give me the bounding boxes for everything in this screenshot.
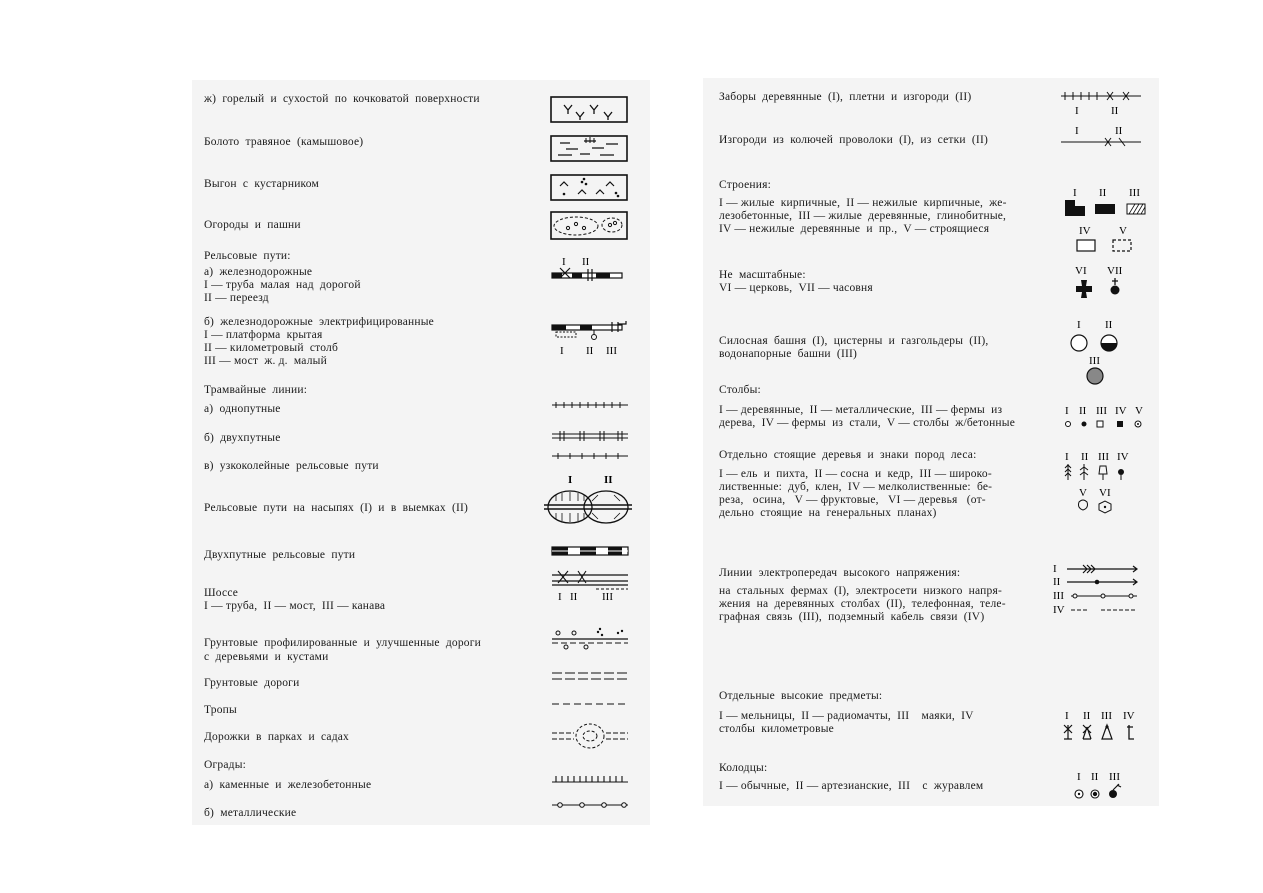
roman-ii: II [570,591,578,603]
silo-label-2: водонапорные башни (III) [719,348,858,360]
double-track-symbol [552,546,632,556]
roman-i: I [568,474,573,486]
trees-line-3: реза, осина, V — фруктовые, VI — деревья (от- [719,494,986,506]
roman-iii: III [1098,451,1109,463]
power-line-3: графная связь (III), подземный кабель связи (IV) [719,611,985,623]
roman-i: I [1075,105,1079,117]
embankment-label: Рельсовые пути на насыпях (I) и в выемках (II) [204,502,469,514]
rail-b-item-3: III — мост ж. д. малый [204,355,327,367]
wooden-fence-label: Заборы деревянные (I), плетни и изгороди (II) [719,91,972,103]
swamp-label: Болото травяное (камышовое) [204,136,364,148]
power-line-2: жения на деревянных столбах (II), телефонная, теле- [719,598,1006,610]
improved-road-symbol [552,628,632,650]
church-chapel-symbol [1069,264,1149,304]
buildings-line-2: лезобетонные, III — жилые деревянные, глинобитные, [719,210,1007,222]
stone-fence-symbol [552,774,632,784]
poles-title: Столбы: [719,384,761,396]
roman-ii: II [604,474,613,486]
roman-iii: III [606,345,617,357]
rail-b-label: б) железнодорожные электрифицированные [204,316,434,328]
roman-v: V [1135,405,1143,417]
pasture-symbol [550,174,630,202]
highway-items: I — труба, II — мост, III — канава [204,600,386,612]
wells-symbol [1075,770,1135,802]
improved-road-label-1: Грунтовые профилированные и улучшенные дороги [204,637,482,649]
improved-road-label-2: с деревьями и кустами [204,651,329,663]
nonscale-title: Не масштабные: [719,269,806,281]
roman-ii: II [1105,319,1113,331]
rail-b-item-2: II — километровый столб [204,342,338,354]
silo-symbol [1069,318,1149,390]
electric-railway-symbol [552,318,632,360]
rail-title: Рельсовые пути: [204,250,291,262]
tram-single-symbol [552,400,632,410]
metal-fence-symbol [552,799,632,811]
tram-title: Трамвайные линии: [204,384,308,396]
roman-i: I [560,345,564,357]
roman-iii: III [1109,771,1120,783]
roman-ii: II [1115,125,1123,137]
park-paths-label: Дорожки в парках и садах [204,731,350,743]
roman-ii: II [1053,576,1061,588]
buildings-title: Строения: [719,179,772,191]
roman-ii: II [1091,771,1099,783]
tram-double-symbol [552,430,632,442]
roman-i: I [1077,319,1081,331]
dirt-road-symbol [552,670,632,682]
roman-iii: III [602,591,613,603]
roman-ii: II [586,345,594,357]
trees-symbol [1065,450,1145,522]
trees-title: Отдельно стоящие деревья и знаки пород леса: [719,449,977,461]
power-line-1: на стальных фермах (I), электросети низкого напря- [719,585,1002,597]
roman-i: I [1065,451,1069,463]
narrow-gauge-symbol [552,451,632,461]
roman-iii: III [1096,405,1107,417]
buildings-line-3: IV — нежилые деревянные и пр., V — строящиеся [719,223,990,235]
roman-vi: VI [1099,487,1111,499]
burnt-forest-symbol [550,96,630,124]
buildings-line-1: I — жилые кирпичные, II — нежилые кирпичные, же- [719,197,1007,209]
tram-b-label: б) двухпутные [204,432,281,444]
barbed-wire-symbol [1061,124,1145,150]
left-page [192,80,650,825]
roman-i: I [1075,125,1079,137]
roman-iii: III [1089,355,1100,367]
paths-symbol [552,700,632,708]
burnt-forest-label: ж) горелый и сухостой по кочковатой поверхности [204,93,480,105]
railway-symbol [552,255,632,289]
roman-vii: VII [1107,265,1123,277]
barbed-wire-label: Изгороди из колючей проволоки (I), из сетки (II) [719,134,989,146]
roman-ii: II [1111,105,1119,117]
roman-i: I [1073,187,1077,199]
roman-iii: III [1129,187,1140,199]
roman-iv: IV [1123,710,1135,722]
roman-ii: II [1081,451,1089,463]
trees-line-4: дельно стоящие на генеральных планах) [719,507,937,519]
pasture-label: Выгон с кустарником [204,178,319,190]
right-page [703,78,1159,806]
wooden-fence-symbol [1061,90,1145,116]
nonscale-line-1: VI — церковь, VII — часовня [719,282,873,294]
rail-a-item-1: I — труба малая над дорогой [204,279,361,291]
roman-v: V [1119,225,1127,237]
rail-b-item-1: I — платформа крытая [204,329,323,341]
highway-symbol [552,567,632,605]
roman-i: I [558,591,562,603]
power-title: Линии электропередач высокого напряжения: [719,567,961,579]
roman-i: I [1065,710,1069,722]
roman-ii: II [1079,405,1087,417]
tall-objects-title: Отдельные высокие предметы: [719,690,883,702]
swamp-symbol [550,135,630,163]
fence-b-label: б) металлические [204,807,297,819]
roman-ii: II [582,256,590,268]
roman-ii: II [1083,710,1091,722]
roman-ii: II [1099,187,1107,199]
paths-label: Тропы [204,704,237,716]
roman-iii: III [1053,590,1064,602]
tram-a-label: а) однопутные [204,403,281,415]
trees-line-2: лиственные: дуб, клен, IV — мелколиственные: бе- [719,481,993,493]
gardens-label: Огороды и пашни [204,219,301,231]
roman-iv: IV [1117,451,1129,463]
silo-label-1: Силосная башня (I), цистерны и газгольдеры (II), [719,335,989,347]
roman-i: I [1077,771,1081,783]
dirt-road-label: Грунтовые дороги [204,677,300,689]
embankment-symbol [544,473,634,529]
rail-a-item-2: II — переезд [204,292,269,304]
highway-label: Шоссе [204,587,239,599]
wells-title: Колодцы: [719,762,768,774]
roman-iv: IV [1079,225,1091,237]
poles-line-1: I — деревянные, II — металлические, III — фермы из [719,404,1003,416]
roman-iii: III [1101,710,1112,722]
poles-symbol [1065,404,1155,434]
tall-objects-line-2: столбы километровые [719,723,834,735]
narrow-gauge-label: в) узкоколейные рельсовые пути [204,460,379,472]
roman-iv: IV [1053,604,1065,616]
tall-objects-line-1: I — мельницы, II — радиомачты, III маяки, IV [719,710,974,722]
double-track-label: Двухпутные рельсовые пути [204,549,356,561]
roman-vi: VI [1075,265,1087,277]
power-lines-symbol [1053,562,1143,622]
park-paths-symbol [552,721,632,751]
tall-objects-symbol [1063,709,1143,745]
poles-line-2: дерева, IV — фермы из стали, V — столбы ж/бетонные [719,417,1016,429]
wells-line-1: I — обычные, II — артезианские, III с журавлем [719,780,984,792]
fence-a-label: а) каменные и железобетонные [204,779,372,791]
trees-line-1: I — ель и пихта, II — сосна и кедр, III — широко- [719,468,992,480]
roman-iv: IV [1115,405,1127,417]
roman-v: V [1079,487,1087,499]
rail-a-label: а) железнодорожные [204,266,313,278]
roman-i: I [562,256,566,268]
gardens-symbol [550,211,630,241]
roman-i: I [1065,405,1069,417]
roman-i: I [1053,563,1057,575]
fences-title: Ограды: [204,759,247,771]
